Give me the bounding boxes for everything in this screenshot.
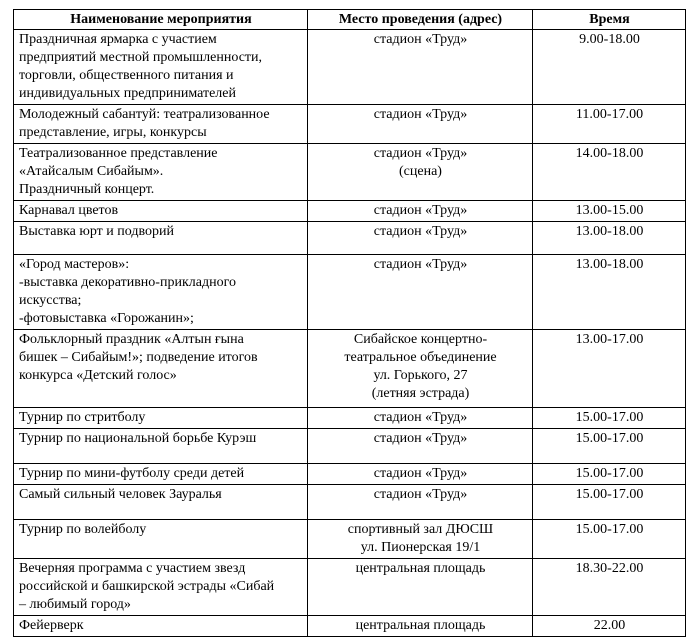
event-place: стадион «Труд» [308, 255, 533, 330]
table-row [14, 330, 686, 408]
header-row [14, 10, 686, 30]
event-place: центральная площадь [308, 559, 533, 616]
event-place: стадион «Труд» [308, 464, 533, 485]
event-time: 13.00-15.00 [533, 201, 686, 222]
event-name: Самый сильный человек Зауралья [14, 485, 308, 520]
event-name: Праздничная ярмарка с участием предприятий местной промышленности, торговли, общественного питания и индивидуальных предпринимателей [14, 30, 308, 105]
event-time: 15.00-17.00 [533, 485, 686, 520]
table-row [14, 559, 686, 616]
header-place: Место проведения (адрес) [308, 10, 533, 30]
event-place: стадион «Труд» [308, 485, 533, 520]
event-name: Турнир по мини-футболу среди детей [14, 464, 308, 485]
table-row [14, 485, 686, 520]
event-time: 13.00-18.00 [533, 255, 686, 330]
event-place: центральная площадь [308, 616, 533, 637]
event-time: 13.00-18.00 [533, 222, 686, 255]
event-place: Сибайское концертно- театральное объединение ул. Горького, 27 (летняя эстрада) [308, 330, 533, 408]
event-name: Молодежный сабантуй: театрализованное представление, игры, конкурсы [14, 105, 308, 144]
header-time: Время [533, 10, 686, 30]
event-time: 14.00-18.00 [533, 144, 686, 201]
event-time: 9.00-18.00 [533, 30, 686, 105]
event-place: стадион «Труд» [308, 30, 533, 105]
table-row [14, 144, 686, 201]
event-place: стадион «Труд» [308, 429, 533, 464]
event-name: Турнир по волейболу [14, 520, 308, 559]
event-name: Фольклорный праздник «Алтын ғына бишек – Сибайым!»; подведение итогов конкурса «Детский голос» [14, 330, 308, 408]
event-place: стадион «Труд» [308, 408, 533, 429]
event-place: стадион «Труд» [308, 222, 533, 255]
table-row [14, 616, 686, 637]
event-name: «Город мастеров»: -выставка декоративно-прикладного искусства; -фотовыставка «Горожанин»; [14, 255, 308, 330]
event-time: 15.00-17.00 [533, 429, 686, 464]
table-row [14, 222, 686, 255]
table-row [14, 408, 686, 429]
table-row [14, 429, 686, 464]
table-row [14, 201, 686, 222]
event-name: Фейерверк [14, 616, 308, 637]
event-name: Вечерняя программа с участием звезд российской и башкирской эстрады «Сибай – любимый город» [14, 559, 308, 616]
event-time: 15.00-17.00 [533, 464, 686, 485]
table-row [14, 30, 686, 105]
table-row [14, 464, 686, 485]
header-event: Наименование мероприятия [14, 10, 308, 30]
event-name: Выставка юрт и подворий [14, 222, 308, 255]
event-name: Карнавал цветов [14, 201, 308, 222]
event-time: 15.00-17.00 [533, 408, 686, 429]
event-place: спортивный зал ДЮСШ ул. Пионерская 19/1 [308, 520, 533, 559]
event-time: 11.00-17.00 [533, 105, 686, 144]
event-time: 15.00-17.00 [533, 520, 686, 559]
event-name: Театрализованное представление «Атайсалым Сибайым». Праздничный концерт. [14, 144, 308, 201]
events-table [13, 9, 686, 637]
table-row [14, 105, 686, 144]
event-name: Турнир по национальной борьбе Курэш [14, 429, 308, 464]
event-name: Турнир по стритболу [14, 408, 308, 429]
event-place: стадион «Труд» [308, 201, 533, 222]
event-time: 18.30-22.00 [533, 559, 686, 616]
event-time: 13.00-17.00 [533, 330, 686, 408]
table-row [14, 520, 686, 559]
table-row [14, 255, 686, 330]
event-place: стадион «Труд» (сцена) [308, 144, 533, 201]
event-place: стадион «Труд» [308, 105, 533, 144]
event-time: 22.00 [533, 616, 686, 637]
